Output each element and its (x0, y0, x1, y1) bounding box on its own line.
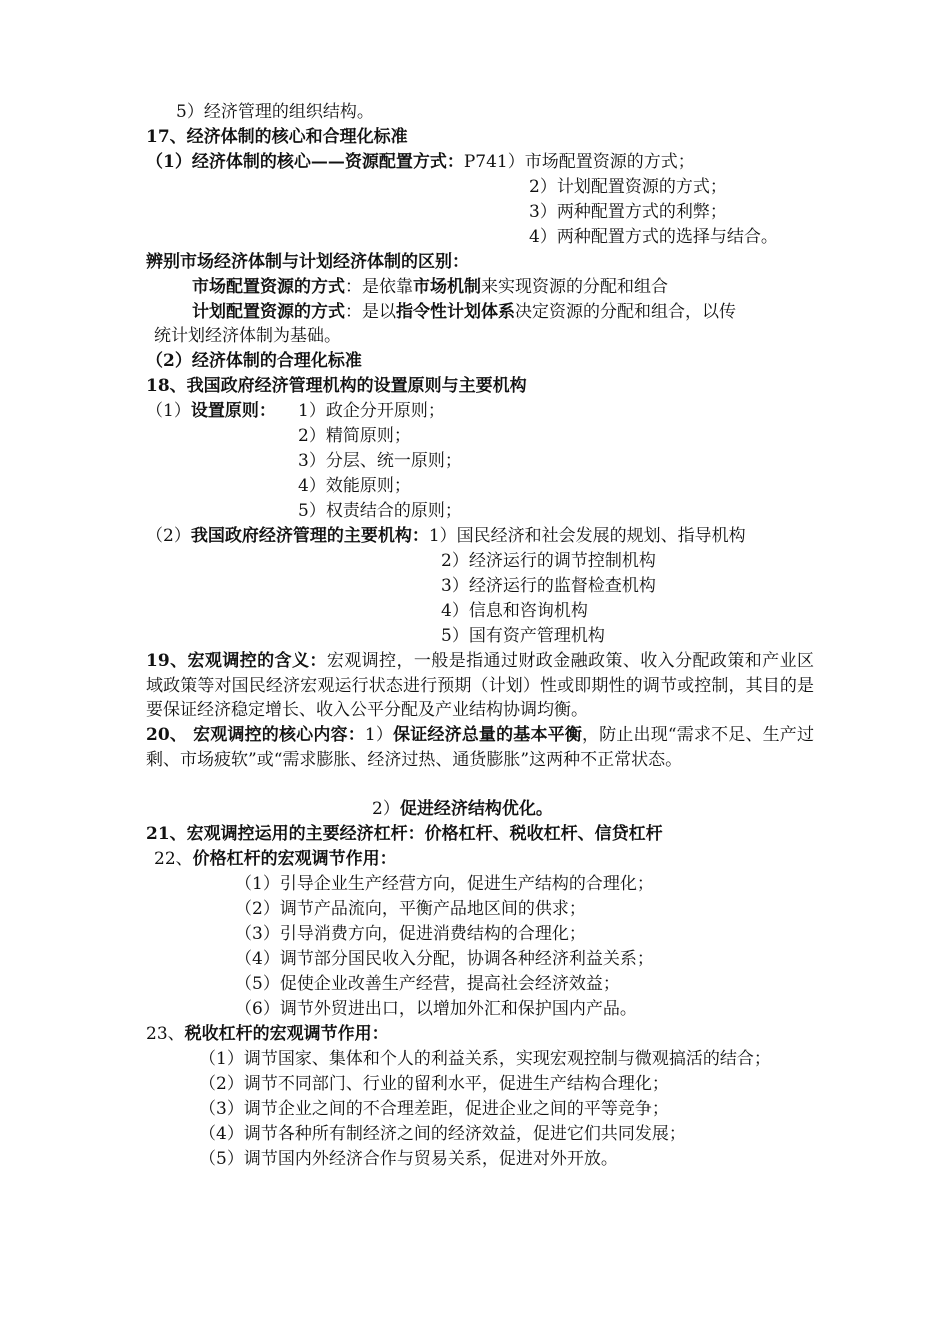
price-lever-item: （2）调节产品流向，平衡产品地区间的供求； (235, 899, 586, 919)
section-17-1-label: （1）经济体制的核心——资源配置方式： (146, 152, 464, 172)
section-17-2: （2）经济体制的合理化标准 (146, 351, 362, 371)
agency-2: 2）经济运行的调节控制机构 (441, 551, 656, 571)
heading-19-label: 19、宏观调控的含义： (146, 651, 327, 671)
section-17-1-item-1: P741）市场配置资源的方式； (463, 152, 695, 172)
section-18-2 (146, 524, 746, 548)
paragraph-20 (146, 723, 814, 772)
market-allocation-text-a: ：是依靠 (345, 277, 413, 297)
section-18-1 (146, 399, 276, 423)
section-17-1-item-2: 2）计划配置资源的方式； (529, 177, 727, 197)
paragraph-20-key-term: 保证经济总量的基本平衡 (393, 725, 582, 745)
paragraph-20-item-2 (372, 797, 553, 821)
section-18-1-number: （1） (146, 401, 191, 421)
tax-lever-item: （3）调节企业之间的不合理差距，促进企业之间的平等竞争； (199, 1099, 669, 1119)
agency-5: 5）国有资产管理机构 (441, 626, 605, 646)
plan-allocation-line (192, 300, 736, 324)
principle-1: 1）政企分开原则； (298, 401, 445, 421)
principle-5: 5）权责结合的原则； (298, 501, 462, 521)
paragraph-20-text: ，防止出现“需求不足、生产过剩、市场疲软”或“需求膨胀、经济过热、通货膨胀”这两种不正常状态。 (146, 725, 814, 770)
paragraph-20-item-2-text: 促进经济结构优化。 (399, 799, 553, 819)
section-17-1-item-3: 3）两种配置方式的利弊； (529, 202, 727, 222)
paragraph-19-text: 宏观调控，一般是指通过财政金融政策、收入分配政策和产业区域政策等对国民经济宏观运行状态进行预期（计划）性或即期性的调节或控制，其目的是要保证经济稳定增长、收入公平分配及产业结构协调均衡。 (146, 651, 814, 720)
paragraph-20-item-2-number: 2） (372, 799, 400, 819)
heading-22 (154, 847, 397, 871)
principle-4: 4）效能原则； (298, 476, 411, 496)
section-17-1-item-4: 4）两种配置方式的选择与结合。 (529, 227, 778, 247)
market-mechanism-term: 市场机制 (413, 277, 481, 297)
price-lever-item: （5）促使企业改善生产经营，提高社会经济效益； (235, 974, 620, 994)
agency-4: 4）信息和咨询机构 (441, 601, 588, 621)
difference-title: 辨别市场经济体制与计划经济体制的区别： (146, 252, 469, 272)
section-17-1 (146, 150, 695, 174)
heading-22-text: 价格杠杆的宏观调节作用： (192, 849, 397, 869)
heading-17: 17、经济体制的核心和合理化标准 (146, 127, 408, 147)
price-lever-item: （3）引导消费方向，促进消费结构的合理化； (235, 924, 586, 944)
plan-allocation-text-c: 决定资源的分配和组合，以传 (515, 302, 736, 322)
heading-23-text: 税收杠杆的宏观调节作用： (184, 1024, 389, 1044)
tax-lever-item: （4）调节各种所有制经济之间的经济效益，促进它们共同发展； (199, 1124, 686, 1144)
section-18-1-label: 设置原则： (190, 401, 276, 421)
tax-lever-item: （2）调节不同部门、行业的留利水平，促进生产结构合理化； (199, 1074, 669, 1094)
plan-allocation-text-a: ：是以 (345, 302, 396, 322)
plan-allocation-line-cont: 统计划经济体制为基础。 (154, 326, 341, 346)
heading-23-number: 23、 (146, 1024, 185, 1044)
principle-3: 3）分层、统一原则； (298, 451, 462, 471)
market-allocation-text-c: 来实现资源的分配和组合 (481, 277, 668, 297)
heading-18: 18、我国政府经济管理机构的设置原则与主要机构 (146, 376, 527, 396)
heading-21: 21、宏观调控运用的主要经济杠杆：价格杠杆、税收杠杆、信贷杠杆 (146, 824, 663, 844)
plan-allocation-label: 计划配置资源的方式 (192, 302, 345, 322)
plan-system-term: 指令性计划体系 (396, 302, 515, 322)
principle-2: 2）精简原则； (298, 426, 411, 446)
market-allocation-label: 市场配置资源的方式 (192, 277, 345, 297)
heading-23 (146, 1022, 389, 1046)
price-lever-item: （6）调节外贸进出口，以增加外汇和保护国内产品。 (235, 999, 637, 1019)
agency-3: 3）经济运行的监督检查机构 (441, 576, 656, 596)
section-18-2-number: （2） (146, 526, 191, 546)
paragraph-20-number: 1） (364, 725, 394, 745)
paragraph-19 (146, 649, 814, 723)
market-allocation-line (192, 275, 668, 299)
section-18-2-label: 我国政府经济管理的主要机构： (190, 526, 429, 546)
agency-1: 1）国民经济和社会发展的规划、指导机构 (428, 526, 746, 546)
tax-lever-item: （5）调节国内外经济合作与贸易关系，促进对外开放。 (199, 1149, 618, 1169)
price-lever-item: （1）引导企业生产经营方向，促进生产结构的合理化； (235, 874, 654, 894)
heading-22-number: 22、 (154, 849, 193, 869)
price-lever-item: （4）调节部分国民收入分配，协调各种经济利益关系； (235, 949, 654, 969)
line-item-5: 5）经济管理的组织结构。 (176, 102, 374, 122)
tax-lever-item: （1）调节国家、集体和个人的利益关系，实现宏观控制与微观搞活的结合； (199, 1049, 771, 1069)
heading-20-label: 20、 宏观调控的核心内容： (146, 725, 365, 745)
